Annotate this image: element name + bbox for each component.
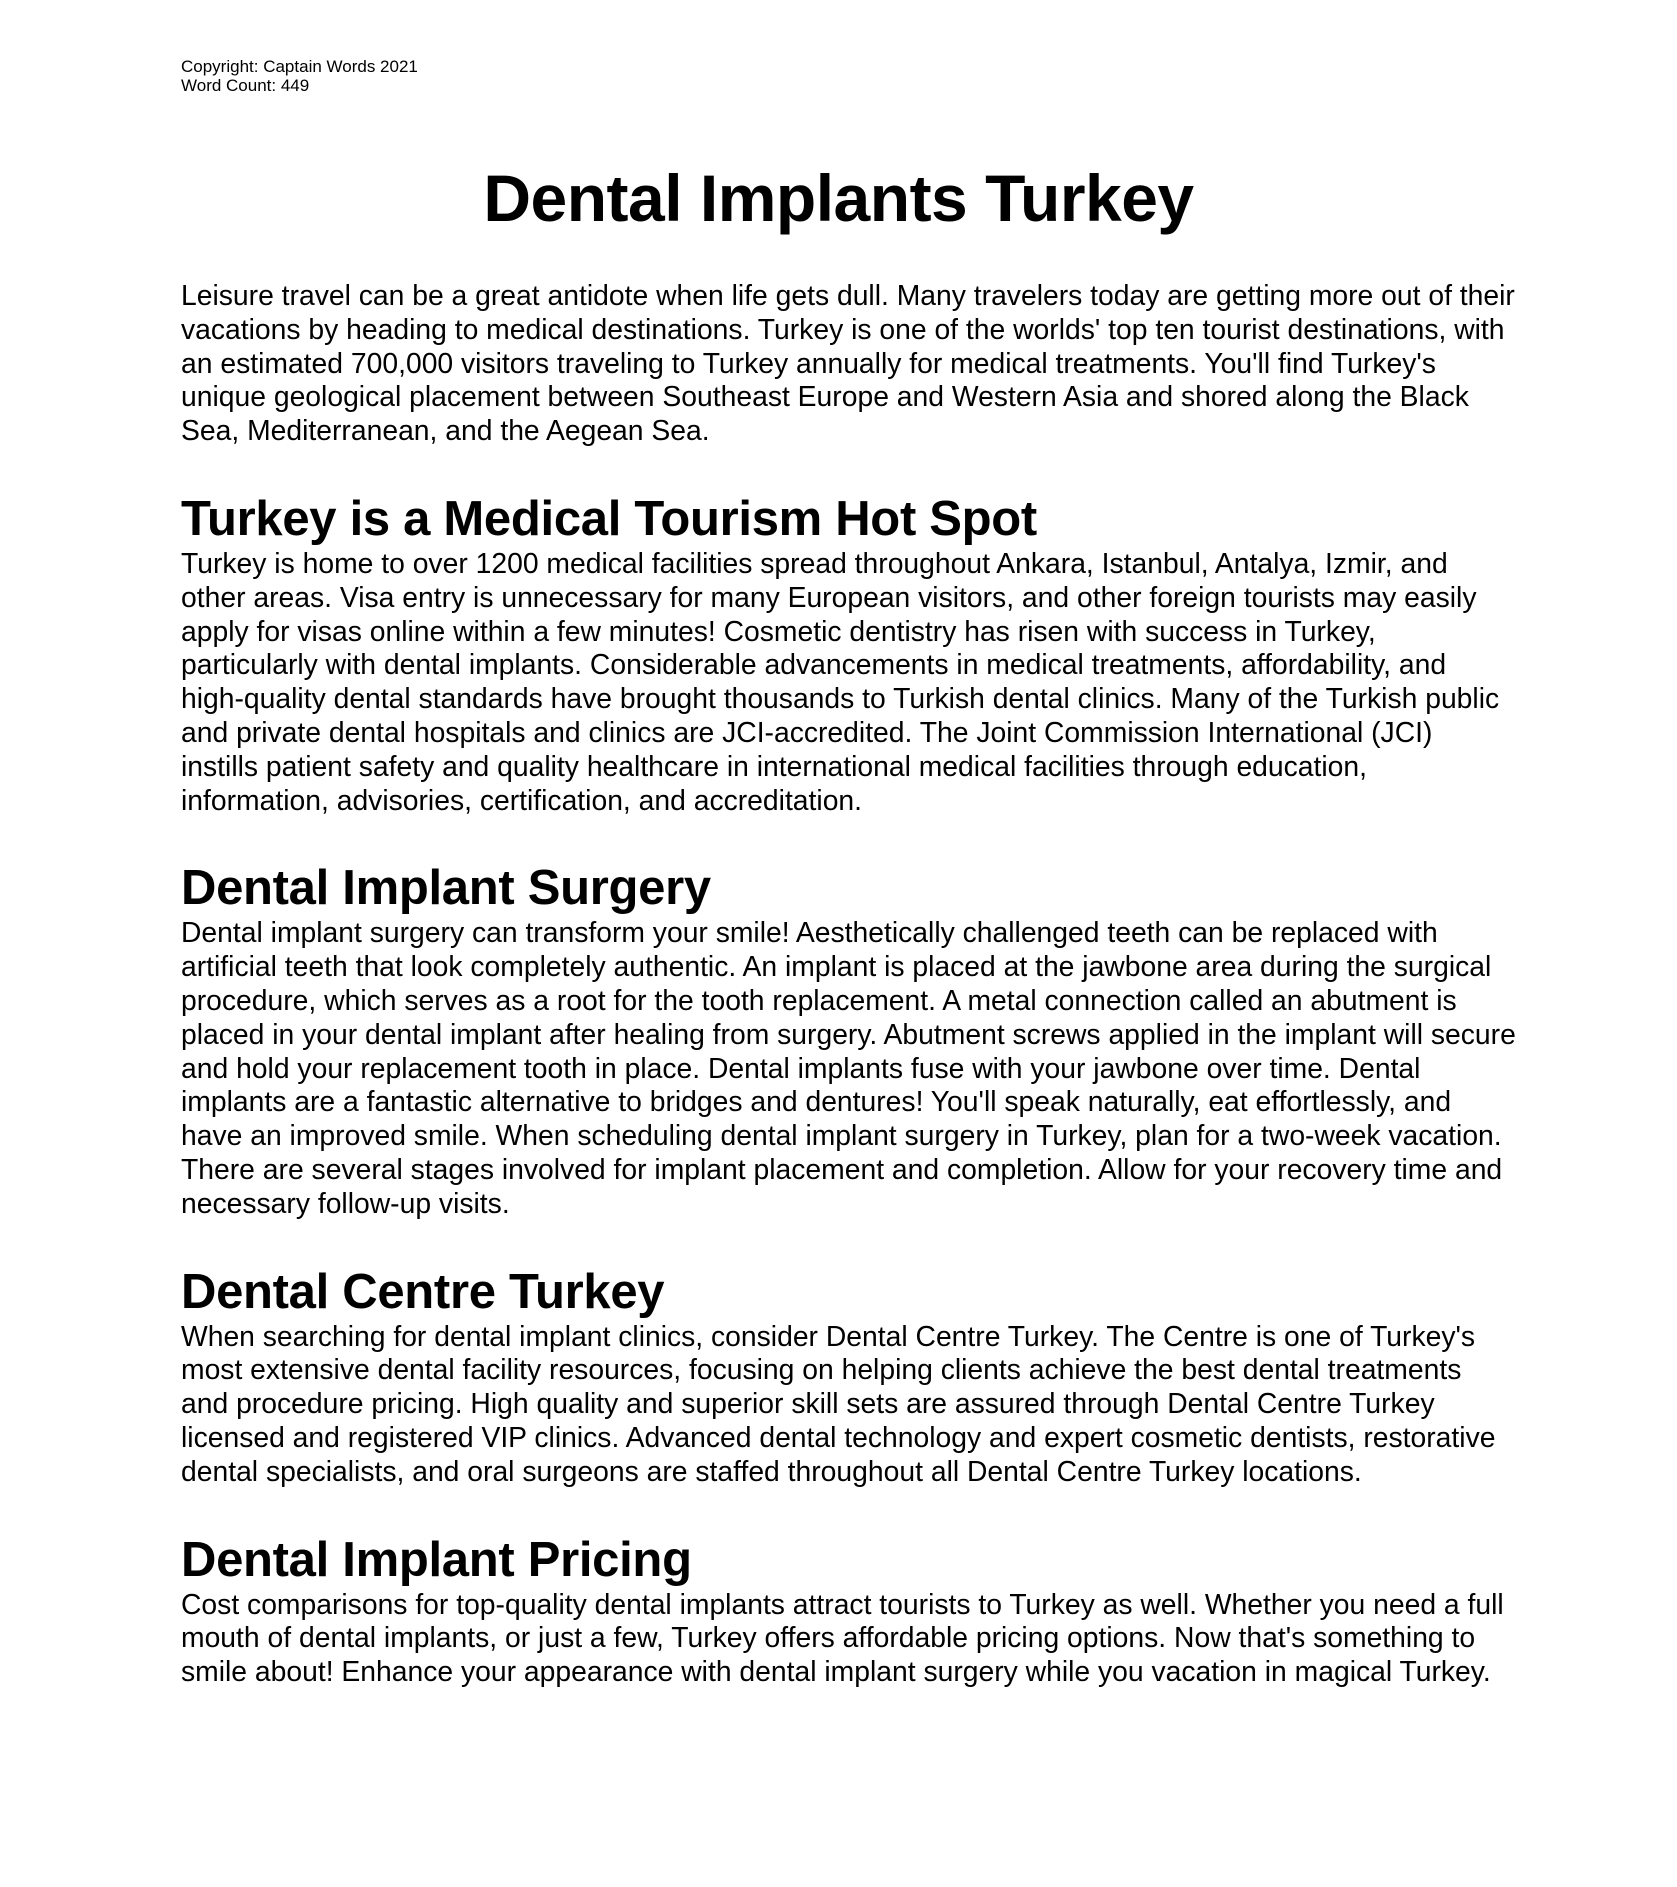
section-heading: Dental Implant Pricing [181, 1532, 692, 1587]
document-body [181, 279, 1516, 1689]
section-paragraph: When searching for dental implant clinics, consider Dental Centre Turkey. The Centre is one of Turkey's most extensive dental facility resources, focusing on helping clients achieve the best dental treatments and procedure pricing. High quality and superior skill sets are assured through Dental Centre Turkey licensed and registered VIP clinics. Advanced dental technology and expert cosmetic dentists, restorative dental specialists, and oral surgeons are staffed throughout all Dental Centre Turkey locations. [181, 1319, 1496, 1487]
section-paragraph: Cost comparisons for top-quality dental implants attract tourists to Turkey as well. Whether you need a full mouth of dental implants, or just a few, Turkey offers affordable pricing options. Now that's something to smile about! Enhance your appearance with dental implant surgery while you vacation in magical Turkey. [181, 1587, 1504, 1688]
section-paragraph: Turkey is home to over 1200 medical facilities spread throughout Ankara, Istanbul, Antalya, Izmir, and other areas. Visa entry is unnecessary for many European visitors, and other foreign tourists may easily apply for visas online within a few minutes! Cosmetic dentistry has risen with success in Turkey, particularly with dental implants. Considerable advancements in medical treatments, affordability, and high-quality dental standards have brought thousands to Turkish dental clinics. Many of the Turkish public and private dental hospitals and clinics are JCI-accredited. The Joint Commission International (JCI) instills patient safety and quality healthcare in international medical facilities through education, information, advisories, certification, and accreditation. [181, 546, 1500, 816]
copyright-line: Copyright: Captain Words 2021 [181, 57, 418, 76]
section-dental-centre [181, 1264, 1516, 1489]
section-heading: Dental Centre Turkey [181, 1264, 665, 1319]
section-implant-pricing [181, 1532, 1516, 1689]
section-heading: Turkey is a Medical Tourism Hot Spot [181, 491, 1037, 546]
section-paragraph: Dental implant surgery can transform your smile! Aesthetically challenged teeth can be replaced with artificial teeth that look completely authentic. An implant is placed at the jawbone area during the surgical procedure, which serves as a root for the tooth replacement. A metal connection called an abutment is placed in your dental implant after healing from surgery. Abutment screws applied in the implant will secure and hold your replacement tooth in place. Dental implants fuse with your jawbone over time. Dental implants are a fantastic alternative to bridges and dentures! You'll speak naturally, eat effortlessly, and have an improved smile. When scheduling dental implant surgery in Turkey, plan for a two-week vacation. There are several stages involved for implant placement and completion. Allow for your recovery time and necessary follow-up visits. [181, 916, 1516, 1219]
word-count-line: Word Count: 449 [181, 76, 310, 95]
intro-paragraph: Leisure travel can be a great antidote when life gets dull. Many travelers today are getting more out of their vacations by heading to medical destinations. Turkey is one of the worlds' top ten tourist destinations, with an estimated 700,000 visitors traveling to Turkey annually for medical treatments. You'll find Turkey's unique geological placement between Southeast Europe and Western Asia and shored along the Black Sea, Mediterranean, and the Aegean Sea. [181, 279, 1515, 447]
document-meta [181, 57, 418, 95]
section-medical-tourism [181, 491, 1516, 817]
document-title: Dental Implants Turkey [483, 161, 1194, 235]
section-heading: Dental Implant Surgery [181, 861, 711, 916]
section-implant-surgery [181, 860, 1516, 1220]
